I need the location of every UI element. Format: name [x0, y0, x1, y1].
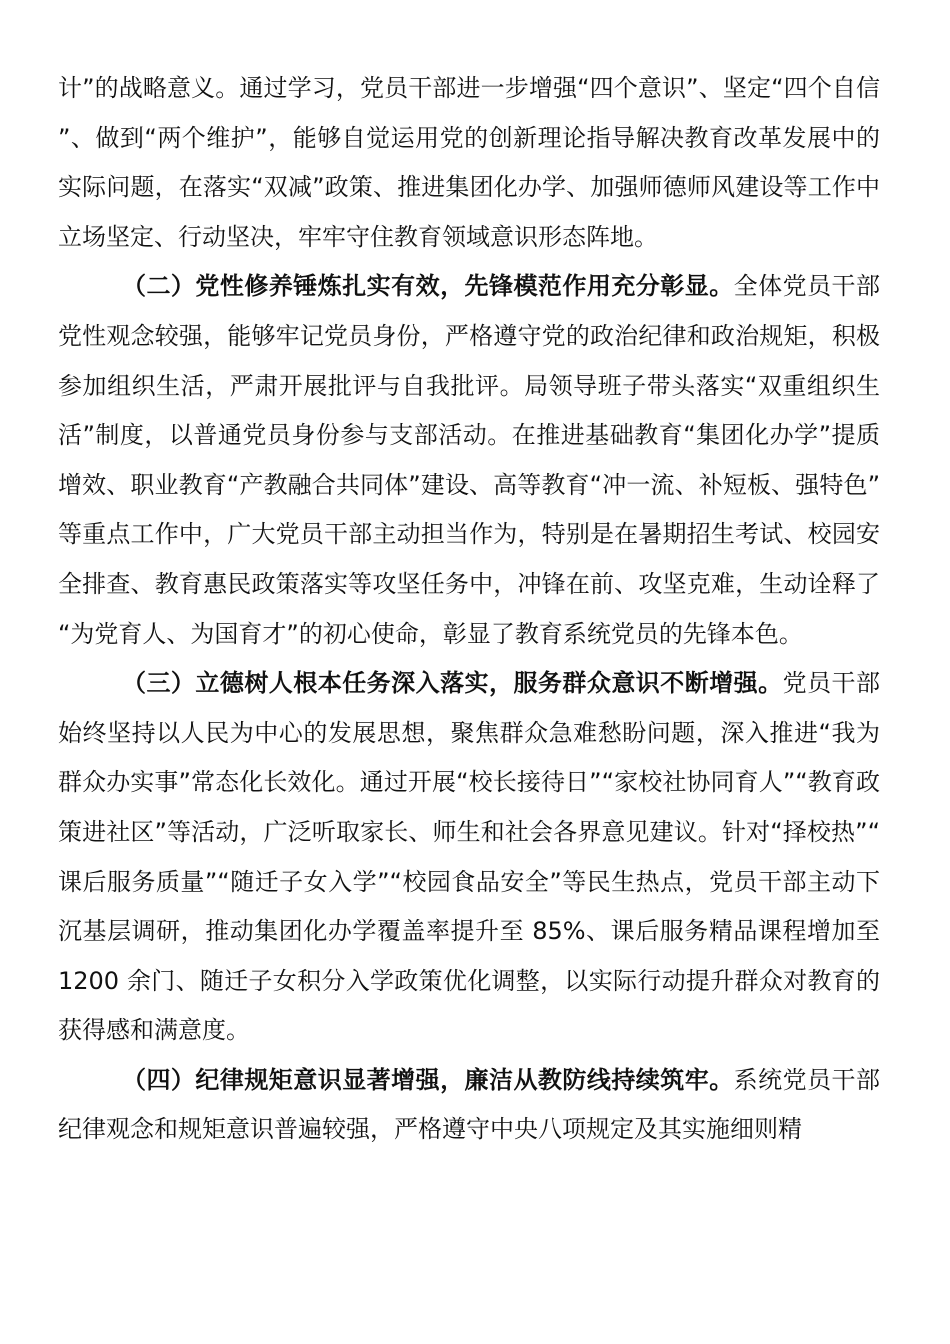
paragraph-1	[58, 64, 880, 262]
paragraph-1-text: 计”的战略意义。通过学习，党员干部进一步增强“四个意识”、坚定“四个自信”、做到“两个维护”，能够自觉运用党的创新理论指导解决教育改革发展中的实际问题，在落实“双减”政策、推进集团化办学、加强师德师风建设等工作中立场坚定、行动坚决，牢牢守住教育领域意识形态阵地。	[58, 74, 880, 251]
paragraph-4	[58, 1056, 880, 1155]
paragraph-3-text: 党员干部始终坚持以人民为中心的发展思想，聚焦群众急难愁盼问题，深入推进“我为群众办实事”常态化长效化。通过开展“校长接待日”“家校社协同育人”“教育政策进社区”等活动，广泛听取家长、师生和社会各界意见建议。针对“择校热”“课后服务质量”“随迁子女入学”“校园食品安全”等民生热点，党员干部主动下沉基层调研，推动集团化办学覆盖率提升至 85%、课后服务精品课程增加至 1200 余门、随迁子女积分入学政策优化调整，以实际行动提升群众对教育的获得感和满意度。	[58, 669, 881, 1045]
document-body	[58, 64, 880, 1155]
section-heading-2: （二）党性修养锤炼扎实有效，先锋模范作用充分彰显。	[122, 272, 734, 301]
section-heading-3: （三）立德树人根本任务深入落实，服务群众意识不断增强。	[122, 669, 783, 698]
section-heading-4: （四）纪律规矩意识显著增强，廉洁从教防线持续筑牢。	[122, 1065, 734, 1094]
paragraph-3	[58, 659, 880, 1056]
paragraph-2-text: 全体党员干部党性观念较强，能够牢记党员身份，严格遵守党的政治纪律和政治规矩，积极参加组织生活，严肃开展批评与自我批评。局领导班子带头落实“双重组织生活”制度，以普通党员身份参与支部活动。在推进基础教育“集团化办学”提质增效、职业教育“产教融合共同体”建设、高等教育“冲一流、补短板、强特色”等重点工作中，广大党员干部主动担当作为，特别是在暑期招生考试、校园安全排查、教育惠民政策落实等攻坚任务中，冲锋在前、攻坚克难，生动诠释了“为党育人、为国育才”的初心使命，彰显了教育系统党员的先锋本色。	[58, 272, 881, 648]
paragraph-2	[58, 262, 880, 659]
paragraph-4-text: 系统党员干部纪律观念和规矩意识普遍较强，严格遵守中央八项规定及其实施细则精	[58, 1065, 881, 1144]
